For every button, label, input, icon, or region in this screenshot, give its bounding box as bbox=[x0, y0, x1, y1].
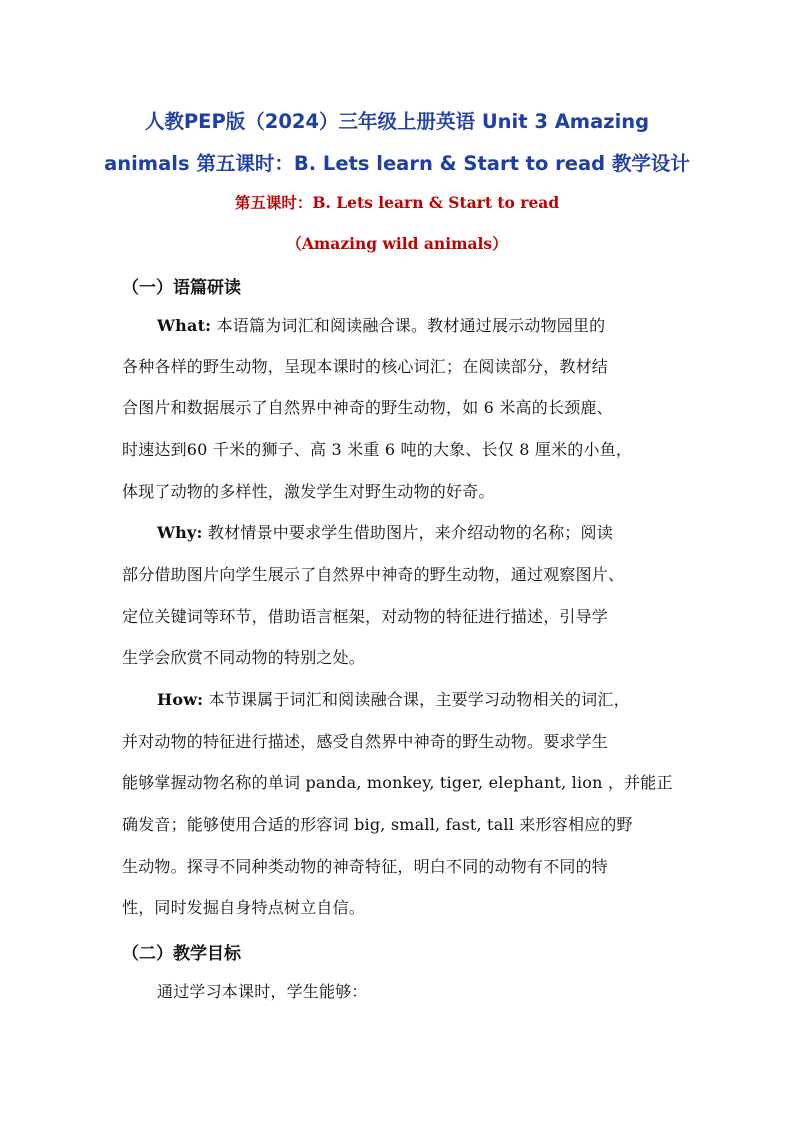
how-text: 本节课属于词汇和阅读融合课，主要学习动物相关的词汇， bbox=[208, 690, 630, 709]
lesson-subtitle: 第五课时：B. Lets learn & Start to read bbox=[234, 193, 560, 212]
why-text: 教材情景中要求学生借助图片，来介绍动物的名称；阅读 bbox=[207, 523, 613, 542]
paragraph-what-line: 体现了动物的多样性，激发学生对野生动物的好奇。 bbox=[122, 482, 495, 501]
why-label: Why: bbox=[157, 523, 203, 542]
paragraph-why-line: 部分借助图片向学生展示了自然界中神奇的野生动物，通过观察图片、 bbox=[122, 565, 625, 584]
document-title-line-2: animals 第五课时：B. Lets learn & Start to read 教学设计 bbox=[104, 152, 690, 175]
paragraph-why-line: 生学会欣赏不同动物的特别之处。 bbox=[122, 648, 366, 667]
paragraph-what-line: 时速达到60 千米的狮子、高 3 米重 6 吨的大象、长仅 8 厘米的小鱼， bbox=[122, 440, 633, 459]
section-heading-teaching-goals: （二）教学目标 bbox=[122, 944, 241, 964]
paragraph-how-line: 生动物。探寻不同种类动物的神奇特征，明白不同的动物有不同的特 bbox=[122, 857, 609, 876]
how-label: How: bbox=[157, 690, 204, 709]
paragraph-what-line: 合图片和数据展示了自然界中神奇的野生动物，如 6 米高的长颈鹿、 bbox=[122, 398, 613, 417]
paragraph-what-line: 各种各样的野生动物，呈现本课时的核心词汇；在阅读部分，教材结 bbox=[122, 357, 609, 376]
paragraph-why-line bbox=[157, 523, 682, 543]
what-text: 本语篇为词汇和阅读融合课。教材通过展示动物园里的 bbox=[216, 316, 606, 335]
lesson-theme: （Amazing wild animals） bbox=[286, 234, 508, 253]
paragraph-why-line: 定位关键词等环节，借助语言框架，对动物的特征进行描述，引导学 bbox=[122, 607, 609, 626]
section-heading-text-analysis: （一）语篇研读 bbox=[122, 278, 241, 298]
paragraph-how-line: 确发音；能够使用合适的形容词 big, small, fast, tall 来形容相应的野 bbox=[122, 815, 633, 834]
paragraph-how-line: 性，同时发掘自身特点树立自信。 bbox=[122, 898, 366, 917]
paragraph-how-line: 并对动物的特征进行描述，感受自然界中神奇的野生动物。要求学生 bbox=[122, 732, 609, 751]
paragraph-what-line bbox=[157, 316, 682, 336]
teaching-goals-intro: 通过学习本课时，学生能够： bbox=[157, 982, 368, 1001]
paragraph-how-line bbox=[157, 690, 682, 710]
what-label: What: bbox=[157, 316, 212, 335]
document-title-line-1: 人教PEP版（2024）三年级上册英语 Unit 3 Amazing bbox=[144, 110, 650, 133]
paragraph-how-line: 能够掌握动物名称的单词 panda, monkey, tiger, elephant, lion ，并能正 bbox=[122, 773, 673, 792]
